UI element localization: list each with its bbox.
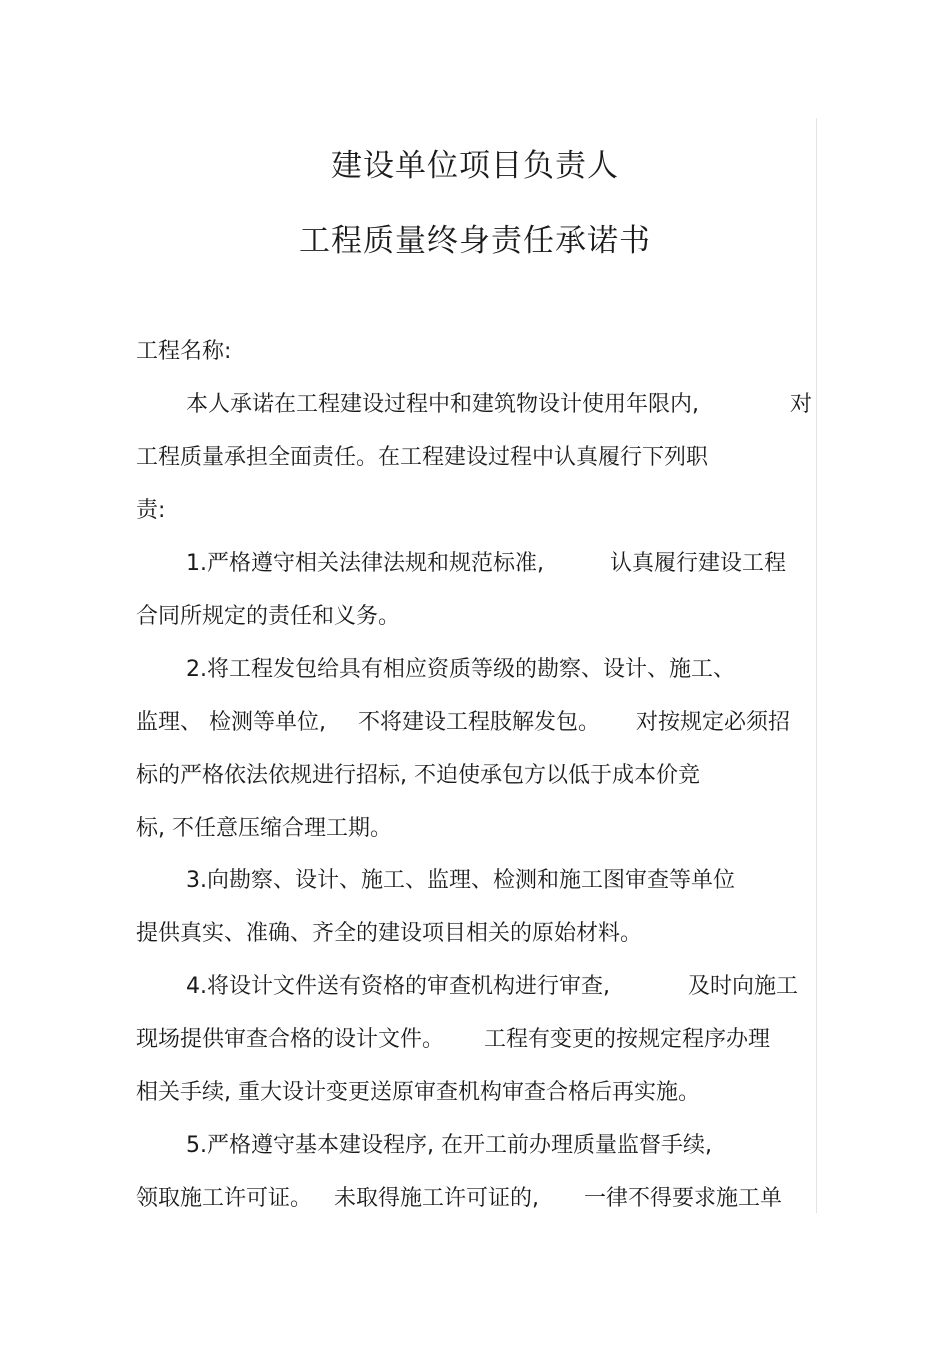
body-line: 标, 不任意压缩合理工期。 — [136, 816, 392, 841]
document-title-line2: 工程质量终身责任承诺书 — [299, 223, 651, 259]
body-line: 责: — [136, 498, 166, 523]
body-line: 不将建设工程肢解发包。 — [358, 710, 601, 735]
body-line: 一律不得要求施工单 — [584, 1186, 783, 1211]
body-line: 工程质量承担全面责任。在工程建设过程中认真履行下列职 — [136, 445, 709, 470]
body-line: 3.向勘察、设计、施工、监理、检测和施工图审查等单位 — [186, 868, 735, 893]
body-line: 认真履行建设工程 — [610, 551, 787, 576]
document-title-line1: 建设单位项目负责人 — [331, 148, 619, 184]
body-line: 4.将设计文件送有资格的审查机构进行审查, — [186, 974, 610, 999]
body-line: 及时向施工 — [688, 974, 799, 999]
body-line: 1.严格遵守相关法律法规和规范标准, — [186, 551, 544, 576]
body-line: 相关手续, 重大设计变更送原审查机构审查合格后再实施。 — [136, 1080, 700, 1105]
body-line: 对 — [790, 392, 813, 417]
body-line: 领取施工许可证。 — [136, 1186, 313, 1211]
body-line: 监理、 检测等单位, — [136, 710, 326, 735]
body-line: 5.严格遵守基本建设程序, 在开工前办理质量监督手续, — [186, 1133, 712, 1158]
body-line: 未取得施工许可证的, — [334, 1186, 539, 1211]
body-line: 本人承诺在工程建设过程中和建筑物设计使用年限内, — [186, 392, 699, 417]
body-line: 2.将工程发包给具有相应资质等级的勘察、设计、施工、 — [186, 657, 735, 682]
body-line: 工程有变更的按规定程序办理 — [484, 1027, 771, 1052]
body-line: 对按规定必须招 — [636, 710, 791, 735]
body-line: 现场提供审查合格的设计文件。 — [136, 1027, 445, 1052]
body-line: 合同所规定的责任和义务。 — [136, 604, 401, 629]
project-name-label: 工程名称: — [136, 339, 232, 364]
body-line: 提供真实、准确、齐全的建设项目相关的原始材料。 — [136, 921, 643, 946]
page-edge-divider — [816, 118, 817, 1213]
body-line: 标的严格依法依规进行招标, 不迫使承包方以低于成本价竞 — [136, 763, 700, 788]
